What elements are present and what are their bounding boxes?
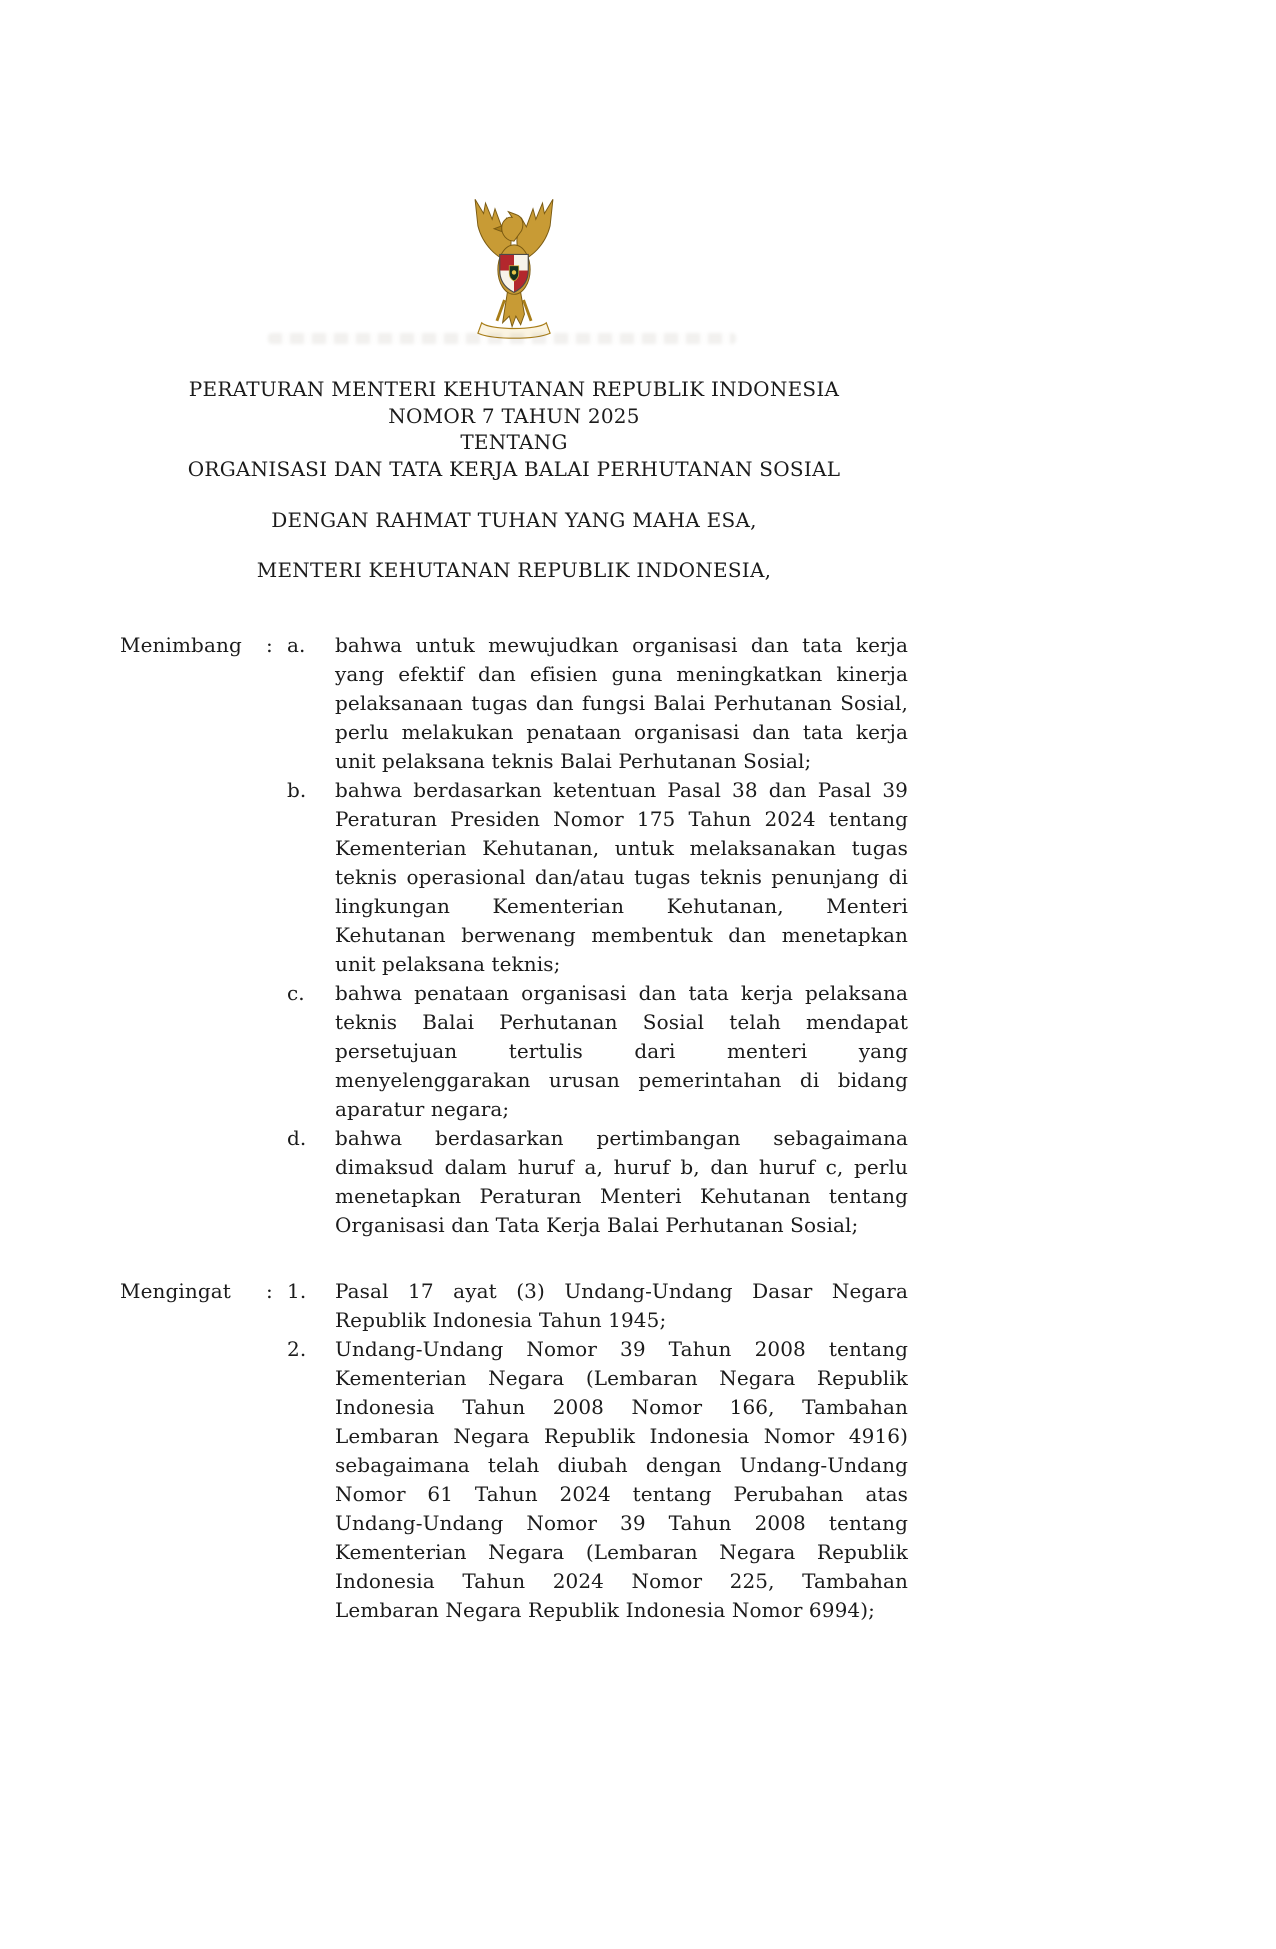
mengingat-item-1: [120, 1277, 908, 1335]
section-colon: :: [266, 1279, 273, 1303]
item-text: bahwa untuk mewujudkan organisasi dan tata kerja yang efektif dan efisien guna meningkatkan kinerja pelaksanaan tugas dan fungsi Balai Perhutanan Sosial, perlu melakukan penataan organisasi dan tata kerja unit pelaksana teknis Balai Perhutanan Sosial;: [335, 633, 908, 773]
menimbang-item-a: [120, 631, 908, 776]
item-text: bahwa berdasarkan pertimbangan sebagaimana dimaksud dalam huruf a, huruf b, dan huruf c, perlu menetapkan Peraturan Menteri Kehutanan tentang Organisasi dan Tata Kerja Balai Perhutanan Sosial;: [335, 1126, 908, 1237]
item-text: Pasal 17 ayat (3) Undang-Undang Dasar Negara Republik Indonesia Tahun 1945;: [335, 1279, 908, 1332]
regulation-subject-line: ORGANISASI DAN TATA KERJA BALAI PERHUTANAN SOSIAL: [187, 456, 841, 481]
item-marker: d.: [287, 1126, 307, 1150]
menimbang-section: [120, 631, 908, 1240]
section-label: Mengingat: [120, 1279, 231, 1303]
title-block: [120, 376, 908, 482]
section-colon: :: [266, 633, 273, 657]
mengingat-section: [120, 1277, 908, 1625]
menimbang-item-c: [120, 979, 908, 1124]
item-text: bahwa penataan organisasi dan tata kerja pelaksana teknis Balai Perhutanan Sosial telah mendapat persetujuan tertulis dari menteri yang menyelenggarakan urusan pemerintahan di bidang aparatur negara;: [335, 981, 908, 1121]
item-marker: b.: [287, 778, 307, 802]
item-marker: c.: [287, 981, 305, 1005]
emblem-container: [120, 0, 908, 342]
mengingat-item-2: [120, 1335, 908, 1625]
regulation-about-word: TENTANG: [460, 430, 568, 454]
authority-line: MENTERI KEHUTANAN REPUBLIK INDONESIA,: [256, 557, 772, 582]
item-text: Undang-Undang Nomor 39 Tahun 2008 tentang Kementerian Negara (Lembaran Negara Republik Indonesia Tahun 2008 Nomor 166, Tambahan Lembaran Negara Republik Indonesia Nomor 4916) sebagaimana telah diubah dengan Undang-Undang Nomor 61 Tahun 2024 tentang Perubahan atas Undang-Undang Nomor 39 Tahun 2008 tentang Kementerian Negara (Lembaran Negara Republik Indonesia Tahun 2024 Nomor 225, Tambahan Lembaran Negara Republik Indonesia Nomor 6994);: [335, 1337, 908, 1622]
garuda-pancasila-icon: [457, 182, 571, 342]
item-marker: 2.: [287, 1337, 307, 1361]
menimbang-item-b: [120, 776, 908, 979]
item-marker: a.: [287, 633, 306, 657]
page-content: [120, 0, 908, 1625]
menimbang-item-d: [120, 1124, 908, 1240]
invocation-line: DENGAN RAHMAT TUHAN YANG MAHA ESA,: [271, 508, 757, 532]
item-text: bahwa berdasarkan ketentuan Pasal 38 dan Pasal 39 Peraturan Presiden Nomor 175 Tahun 2024 tentang Kementerian Kehutanan, untuk melaksanakan tugas teknis operasional dan/atau tugas teknis penunjang di lingkungan Kementerian Kehutanan, Menteri Kehutanan berwenang membentuk dan menetapkan unit pelaksana teknis;: [335, 778, 908, 976]
item-marker: 1.: [287, 1279, 307, 1303]
regulation-title-line: PERATURAN MENTERI KEHUTANAN REPUBLIK INDONESIA: [188, 377, 840, 401]
section-label: Menimbang: [120, 633, 242, 657]
regulation-number-line: NOMOR 7 TAHUN 2025: [388, 403, 640, 428]
